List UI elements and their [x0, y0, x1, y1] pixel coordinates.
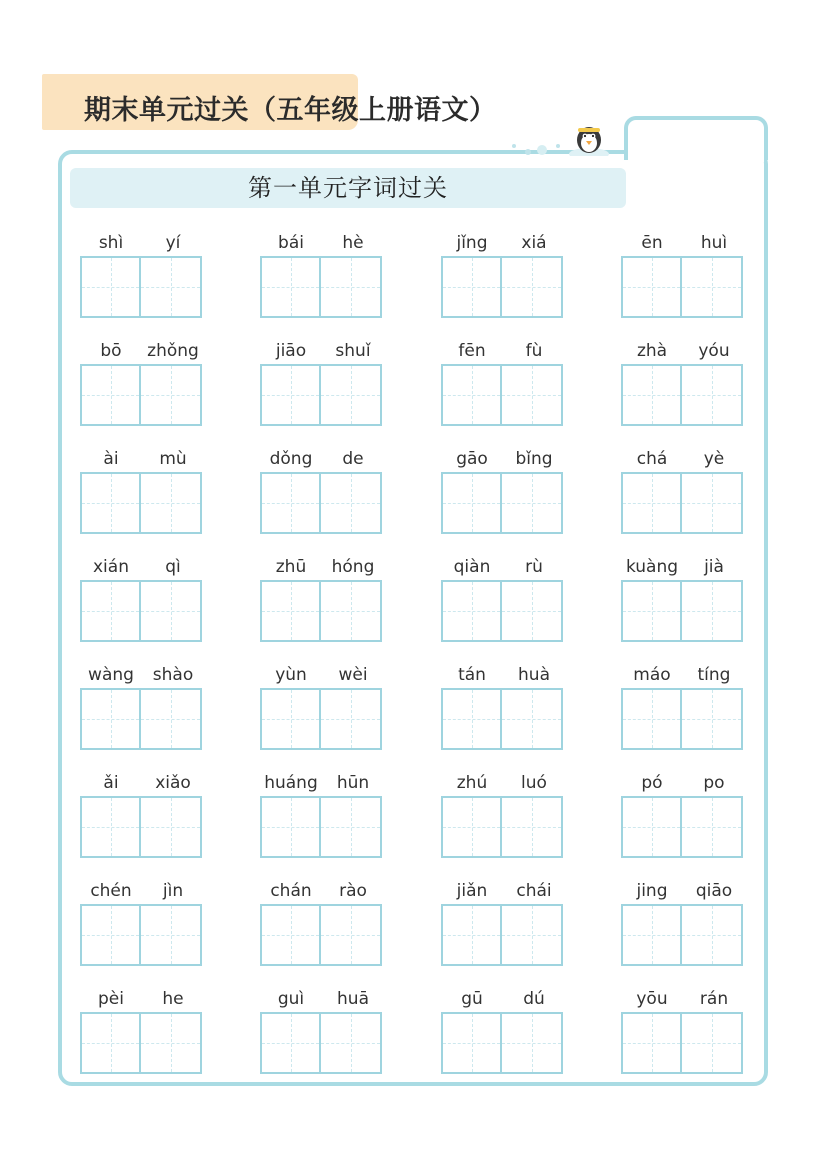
writing-cell[interactable]	[502, 690, 561, 748]
pinyin-label: shào	[152, 665, 194, 685]
word-item	[441, 341, 565, 427]
word-item	[80, 665, 204, 751]
pinyin-label: he	[162, 989, 184, 1009]
pinyin-label: jìn	[162, 881, 184, 901]
writing-grid	[621, 364, 743, 426]
writing-grid	[80, 472, 202, 534]
writing-cell[interactable]	[623, 1014, 682, 1072]
pinyin-label: chén	[90, 881, 132, 901]
writing-grid	[441, 904, 563, 966]
pinyin-label: huì	[700, 233, 728, 253]
pinyin-label: jiāo	[275, 341, 307, 361]
writing-cell[interactable]	[623, 474, 682, 532]
pinyin-label: zhǒng	[147, 341, 199, 361]
writing-cell[interactable]	[321, 1014, 380, 1072]
writing-cell[interactable]	[443, 906, 502, 964]
word-item	[621, 233, 745, 319]
word-item	[260, 665, 384, 751]
writing-grid	[441, 256, 563, 318]
writing-cell[interactable]	[262, 258, 321, 316]
writing-cell[interactable]	[141, 906, 200, 964]
writing-cell[interactable]	[502, 1014, 561, 1072]
pinyin-label: jǐng	[456, 233, 488, 253]
unit-title: 第一单元字词过关	[248, 174, 448, 202]
pinyin-label: huā	[337, 989, 369, 1009]
word-item	[441, 449, 565, 535]
pinyin-label: zhú	[456, 773, 488, 793]
pinyin-label: po	[703, 773, 725, 793]
word-item	[80, 989, 204, 1075]
pinyin-label: huà	[518, 665, 550, 685]
writing-grid	[260, 796, 382, 858]
word-item	[441, 773, 565, 859]
word-item	[441, 233, 565, 319]
writing-cell[interactable]	[82, 798, 141, 856]
pinyin-label: xiǎo	[155, 773, 191, 793]
writing-grid	[80, 796, 202, 858]
writing-cell[interactable]	[82, 474, 141, 532]
writing-grid	[260, 688, 382, 750]
writing-grid	[80, 688, 202, 750]
writing-cell[interactable]	[321, 798, 380, 856]
word-item	[260, 881, 384, 967]
pinyin-label: dú	[523, 989, 545, 1009]
word-item	[621, 773, 745, 859]
writing-cell[interactable]	[682, 798, 741, 856]
writing-cell[interactable]	[682, 366, 741, 424]
writing-cell[interactable]	[262, 582, 321, 640]
writing-grid	[260, 364, 382, 426]
writing-cell[interactable]	[623, 582, 682, 640]
pinyin-label: bǐng	[515, 449, 553, 469]
writing-cell[interactable]	[321, 366, 380, 424]
pinyin-label: shuǐ	[335, 341, 371, 361]
pinyin-label: ài	[103, 449, 119, 469]
pinyin-label: chái	[516, 881, 552, 901]
pinyin-label: gū	[461, 989, 483, 1009]
pinyin-label: ēn	[641, 233, 663, 253]
writing-grid	[260, 256, 382, 318]
pinyin-label: zhà	[636, 341, 668, 361]
pinyin-label: jing	[636, 881, 668, 901]
writing-cell[interactable]	[443, 366, 502, 424]
writing-grid	[621, 1012, 743, 1074]
pinyin-label: zhū	[275, 557, 307, 577]
page-title: 期末单元过关（五年级上册语文）	[84, 95, 497, 126]
word-item	[621, 557, 745, 643]
pinyin-label: wàng	[88, 665, 134, 685]
writing-cell[interactable]	[623, 366, 682, 424]
writing-cell[interactable]	[321, 906, 380, 964]
writing-grid	[441, 796, 563, 858]
writing-grid	[80, 256, 202, 318]
writing-grid	[441, 472, 563, 534]
writing-grid	[441, 580, 563, 642]
writing-cell[interactable]	[502, 366, 561, 424]
writing-grid	[80, 364, 202, 426]
pinyin-label: de	[342, 449, 364, 469]
writing-cell[interactable]	[82, 258, 141, 316]
pinyin-label: tíng	[697, 665, 731, 685]
pinyin-label: mù	[159, 449, 187, 469]
writing-grid	[80, 1012, 202, 1074]
writing-cell[interactable]	[502, 582, 561, 640]
word-item	[621, 341, 745, 427]
writing-cell[interactable]	[443, 798, 502, 856]
pinyin-label: gāo	[456, 449, 488, 469]
writing-cell[interactable]	[623, 798, 682, 856]
writing-grid	[260, 1012, 382, 1074]
writing-cell[interactable]	[82, 906, 141, 964]
pinyin-label: qiāo	[695, 881, 733, 901]
writing-cell[interactable]	[502, 258, 561, 316]
pinyin-label: luó	[521, 773, 547, 793]
writing-cell[interactable]	[502, 798, 561, 856]
pinyin-label: hè	[342, 233, 364, 253]
pinyin-label: yōu	[636, 989, 668, 1009]
writing-cell[interactable]	[321, 258, 380, 316]
pinyin-label: chá	[636, 449, 668, 469]
writing-cell[interactable]	[141, 474, 200, 532]
pinyin-label: chán	[270, 881, 312, 901]
word-item	[260, 233, 384, 319]
pinyin-label: fēn	[458, 341, 486, 361]
writing-cell[interactable]	[262, 366, 321, 424]
pinyin-label: huáng	[264, 773, 318, 793]
pinyin-label: pó	[641, 773, 663, 793]
word-item	[80, 341, 204, 427]
word-item	[441, 665, 565, 751]
writing-grid	[260, 580, 382, 642]
word-item	[621, 881, 745, 967]
writing-grid	[441, 1012, 563, 1074]
writing-cell[interactable]	[623, 690, 682, 748]
writing-grid	[260, 472, 382, 534]
pinyin-label: qiàn	[453, 557, 491, 577]
pinyin-label: yè	[703, 449, 725, 469]
writing-cell[interactable]	[502, 474, 561, 532]
writing-grid	[80, 580, 202, 642]
word-item	[80, 233, 204, 319]
writing-cell[interactable]	[141, 366, 200, 424]
word-item	[441, 881, 565, 967]
writing-cell[interactable]	[682, 582, 741, 640]
writing-cell[interactable]	[443, 258, 502, 316]
word-item	[621, 989, 745, 1075]
writing-cell[interactable]	[141, 1014, 200, 1072]
writing-cell[interactable]	[141, 690, 200, 748]
pinyin-label: yùn	[275, 665, 307, 685]
writing-cell[interactable]	[82, 582, 141, 640]
writing-cell[interactable]	[443, 474, 502, 532]
pinyin-label: kuàng	[625, 557, 679, 577]
writing-cell[interactable]	[82, 1014, 141, 1072]
pinyin-label: bái	[278, 233, 304, 253]
pinyin-label: yóu	[698, 341, 730, 361]
writing-grid	[621, 580, 743, 642]
writing-grid	[621, 688, 743, 750]
penguin-icon	[566, 120, 612, 156]
writing-grid	[260, 904, 382, 966]
word-item	[441, 557, 565, 643]
writing-grid	[441, 688, 563, 750]
writing-cell[interactable]	[682, 1014, 741, 1072]
writing-cell[interactable]	[502, 906, 561, 964]
writing-cell[interactable]	[262, 906, 321, 964]
word-item	[621, 449, 745, 535]
writing-cell[interactable]	[623, 906, 682, 964]
writing-cell[interactable]	[682, 690, 741, 748]
word-item	[260, 989, 384, 1075]
pinyin-label: rù	[525, 557, 543, 577]
writing-cell[interactable]	[262, 690, 321, 748]
writing-cell[interactable]	[443, 1014, 502, 1072]
pinyin-label: tán	[458, 665, 486, 685]
pinyin-label: máo	[633, 665, 671, 685]
writing-cell[interactable]	[141, 582, 200, 640]
pinyin-label: hūn	[336, 773, 370, 793]
pinyin-label: jiǎn	[456, 881, 488, 901]
word-item	[260, 773, 384, 859]
writing-grid	[621, 796, 743, 858]
writing-cell[interactable]	[262, 1014, 321, 1072]
writing-grid	[621, 904, 743, 966]
word-item	[621, 665, 745, 751]
word-item	[80, 881, 204, 967]
writing-cell[interactable]	[262, 474, 321, 532]
pinyin-label: shì	[98, 233, 124, 253]
pinyin-label: xiá	[521, 233, 547, 253]
pinyin-label: dǒng	[269, 449, 313, 469]
writing-cell[interactable]	[682, 258, 741, 316]
writing-cell[interactable]	[623, 258, 682, 316]
pinyin-label: rào	[339, 881, 367, 901]
word-item	[260, 341, 384, 427]
writing-cell[interactable]	[321, 690, 380, 748]
writing-cell[interactable]	[443, 582, 502, 640]
writing-cell[interactable]	[682, 906, 741, 964]
pinyin-label: guì	[277, 989, 305, 1009]
writing-cell[interactable]	[82, 690, 141, 748]
word-item	[80, 773, 204, 859]
word-item	[441, 989, 565, 1075]
writing-cell[interactable]	[443, 690, 502, 748]
pinyin-label: qì	[165, 557, 181, 577]
pinyin-label: hóng	[331, 557, 375, 577]
writing-cell[interactable]	[262, 798, 321, 856]
writing-cell[interactable]	[321, 474, 380, 532]
word-item	[80, 557, 204, 643]
pinyin-label: ǎi	[103, 773, 119, 793]
pinyin-label: xián	[93, 557, 129, 577]
writing-grid	[80, 904, 202, 966]
pinyin-label: pèi	[98, 989, 124, 1009]
writing-cell[interactable]	[141, 258, 200, 316]
pinyin-label: rán	[699, 989, 729, 1009]
pinyin-label: fù	[525, 341, 543, 361]
writing-cell[interactable]	[141, 798, 200, 856]
pinyin-label: bō	[100, 341, 122, 361]
writing-cell[interactable]	[82, 366, 141, 424]
pinyin-label: jià	[704, 557, 724, 577]
writing-grid	[621, 472, 743, 534]
pinyin-label: yí	[165, 233, 181, 253]
writing-grid	[621, 256, 743, 318]
writing-cell[interactable]	[321, 582, 380, 640]
writing-cell[interactable]	[682, 474, 741, 532]
word-item	[260, 449, 384, 535]
word-item	[80, 449, 204, 535]
pinyin-label: wèi	[338, 665, 368, 685]
writing-grid	[441, 364, 563, 426]
word-item	[260, 557, 384, 643]
